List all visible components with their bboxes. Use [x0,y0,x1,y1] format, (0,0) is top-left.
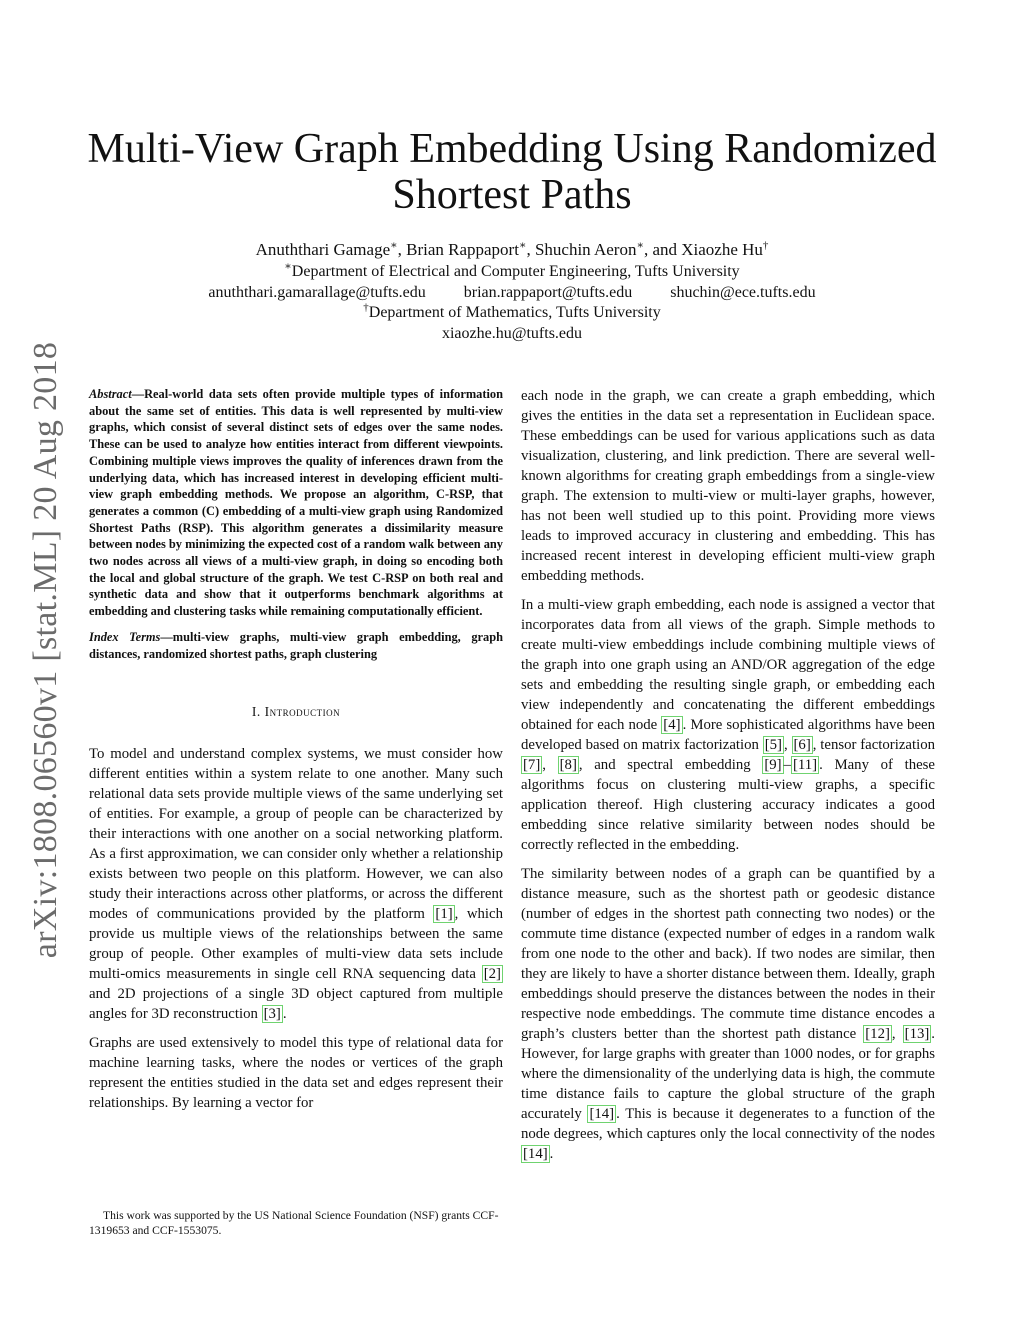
affiliation-text: Department of Electrical and Computer Engineering, Tufts University [291,263,740,280]
text-run: , tensor factorization [812,737,936,753]
email-address-2[interactable]: xiaozhe.hu@tufts.edu [441,324,583,342]
text-run: . More sophisticated algorithms have been developed based on matrix factorization [521,717,935,753]
affiliation-2 [140,303,884,324]
text-run: , and spectral embedding [578,757,763,773]
email-address[interactable]: anuththari.gamarallage@tufts.edu [208,283,426,301]
citation-link[interactable]: [5] [764,737,782,753]
email-row [140,283,884,304]
citation-link[interactable]: [14] [589,1106,615,1122]
index-terms-dash: — [160,629,173,644]
text-run: each node in the graph, we can create a graph embedding, which gives the entities in the data set a representation in Euclidean space. These embeddings can be used for various applications such as data visualization, clustering, and link prediction. There are several well-known algorithms for creating graph embeddings from a single-view graph. The extension to multi-view or multi-layer graphs, however, has not been well studied up to this point. Providing more views leads to improved accuracy in clustering and embedding. This has increased recent interest in developing efficient multi-view graph embedding methods. [521,388,935,584]
text-run: In a multi-view graph embedding, each node is assigned a vector that incorporates data from all views of the graph. Simple methods to create multi-view embeddings include combining multiple views of the graph into one graph using an AND/OR aggregation of the edge sets and embedding the resulting single graph, or embedding each view independently and concatenating the different embeddings obtained for each node [521,597,935,733]
text-run: . However, for large graphs with greater than 1000 nodes, or for graphs where the dimensionality of the underlying data is high, the commute time distance fails to capture the global structure of the graph accurately [521,1026,935,1122]
citation-link[interactable]: [1] [435,906,453,923]
paper-title [60,126,964,218]
affiliation-mark: † [762,239,769,252]
text-run: Graphs are used extensively to model this type of relational data for machine learning tasks, where the nodes or vertices of the graph represent the entities studied in the data set and edges represent their relationships. By learning a vector for [89,1035,503,1112]
author-name: Brian Rappaport [406,240,519,259]
paragraph [521,595,935,855]
paragraph [521,386,935,586]
text-run: . Many of these algorithms focus on clustering multi-view graphs, a specific application thereof. High clustering accuracy indicates a good embedding since relative similarity between nodes should be correctly reflected in the embedding. [521,757,935,853]
affiliation-mark: ∗ [390,239,398,252]
affiliation-text: Department of Mathematics, Tufts University [368,304,661,321]
section-numeral: I. [251,704,265,720]
abstract-dash: — [131,387,145,401]
text-run: . This is because it degenerates to a function of the node degrees, which captures only the local connectivity of the nodes [521,1106,935,1142]
affiliation-mark: ∗ [284,260,292,273]
author-block [140,239,884,344]
affiliation-1 [140,262,884,283]
author-list [140,239,884,261]
section-title-rest: ntroduction [269,704,341,720]
citation-link[interactable]: [4] [663,717,681,733]
author-separator: , and [643,240,682,259]
right-column [521,386,935,1173]
arxiv-identifier-stamp: arXiv:1808.06560v1 [stat.ML] 20 Aug 2018 [27,341,64,959]
citation-link[interactable]: [2] [483,966,501,983]
text-run: , [542,757,558,773]
citation-link[interactable]: [6] [793,737,811,753]
citation-link[interactable]: [11] [792,757,818,773]
text-run: . [282,1006,287,1023]
affiliation-mark: ∗ [518,239,527,252]
index-terms-label: Index Terms [89,629,161,644]
author-name: Xiaozhe Hu [681,240,763,259]
abstract [89,386,503,620]
affiliation-mark: † [363,301,369,314]
footnote [89,1208,503,1238]
text-run: . [549,1146,554,1162]
paragraph [89,1033,503,1113]
abstract-text: Real-world data sets often provide multiple types of information about the same set of entities. This data is well represented by multi-view graphs, which consist of several distinct sets of edges over the same nodes. These can be used to analyze how entities interact from different viewpoints. Combining multiple views improves the quality of inferences drawn from the underlying data, which has increased interest in developing efficient multi-view graph embedding methods. We propose an algorithm, C-RSP, that generates a common (C) embedding of a multi-view graph using Randomized Shortest Paths (RSP). This algorithm generates a dissimilarity measure between nodes by minimizing the expected cost of a random walk between any two nodes across all views of a multi-view graph, in doing so encoding both the local and global structure of the graph. We test C-RSP on both real and synthetic data and show that it outperforms benchmark algorithms at embedding and clustering tasks while remaining computationally efficient. [89,387,503,619]
citation-link[interactable]: [8] [559,757,577,773]
section-initial: I [264,704,270,720]
affiliation-mark: ∗ [636,239,644,252]
citation-link[interactable]: [9] [764,757,782,773]
index-terms-text: multi-view graphs, multi-view graph embedding, graph distances, randomized shortest paths, graph clustering [89,629,503,661]
text-run: – [783,757,791,773]
citation-link[interactable]: [12] [865,1026,890,1042]
section-heading-introduction [89,702,503,722]
author-name: Anuththari Gamage [255,240,391,259]
author-separator: , [397,240,407,259]
citation-link[interactable]: [7] [523,757,541,773]
paragraph [89,744,503,1024]
text-run: , [783,737,792,753]
citation-link[interactable]: [14] [523,1146,548,1162]
text-run: and 2D projections of a single 3D object captured from multiple angles for 3D reconstruction [89,986,503,1023]
abstract-label: Abstract [89,387,132,401]
paragraph [521,864,935,1164]
text-run: , [891,1026,903,1042]
text-run: To model and understand complex systems, we must consider how different entities within a system relate to one another. Many such relational data sets provide multiple views of the same underlying set of entities. For example, a group of people can be characterized by their interactions with one another on a social networking platform. As a first approximation, we can consider only whether a relationship exists between two people on this platform. However, we can also study their interactions across other platforms, or across the different modes of communications provided by the platform [89,746,503,923]
citation-link[interactable]: [13] [904,1026,930,1042]
email-address[interactable]: brian.rappaport@tufts.edu [463,283,633,301]
left-column [89,386,503,1122]
index-terms [89,629,503,662]
footnote-text: This work was supported by the US National Science Foundation (NSF) grants CCF-1319653 and CCF-1553075. [89,1209,499,1237]
citation-link[interactable]: [3] [263,1006,281,1023]
title-line-1: Multi-View Graph Embedding Using Randomized [87,126,937,172]
text-run: The similarity between nodes of a graph can be quantified by a distance measure, such as the shortest path or geodesic distance (number of edges in the shortest path connecting two nodes) or the commute time distance (expected number of edges in a random walk from one node to the other and back). If two nodes are similar, then they are likely to have a shorter distance between them. Ideally, graph embeddings should preserve the distances between the nodes in their respective node embeddings. The commute time distance encodes a graph’s clusters better than the shortest path distance [521,866,935,1042]
email-address[interactable]: shuchin@ece.tufts.edu [670,283,816,301]
text-run: , which provide us multiple views of the relationships between the same group of people. Other examples of multi-view data sets include multi-omics measurements in single cell RNA sequencing data [89,906,503,983]
author-name: Shuchin Aeron [534,240,637,259]
title-line-2: Shortest Paths [392,172,632,218]
author-separator: , [526,240,535,259]
